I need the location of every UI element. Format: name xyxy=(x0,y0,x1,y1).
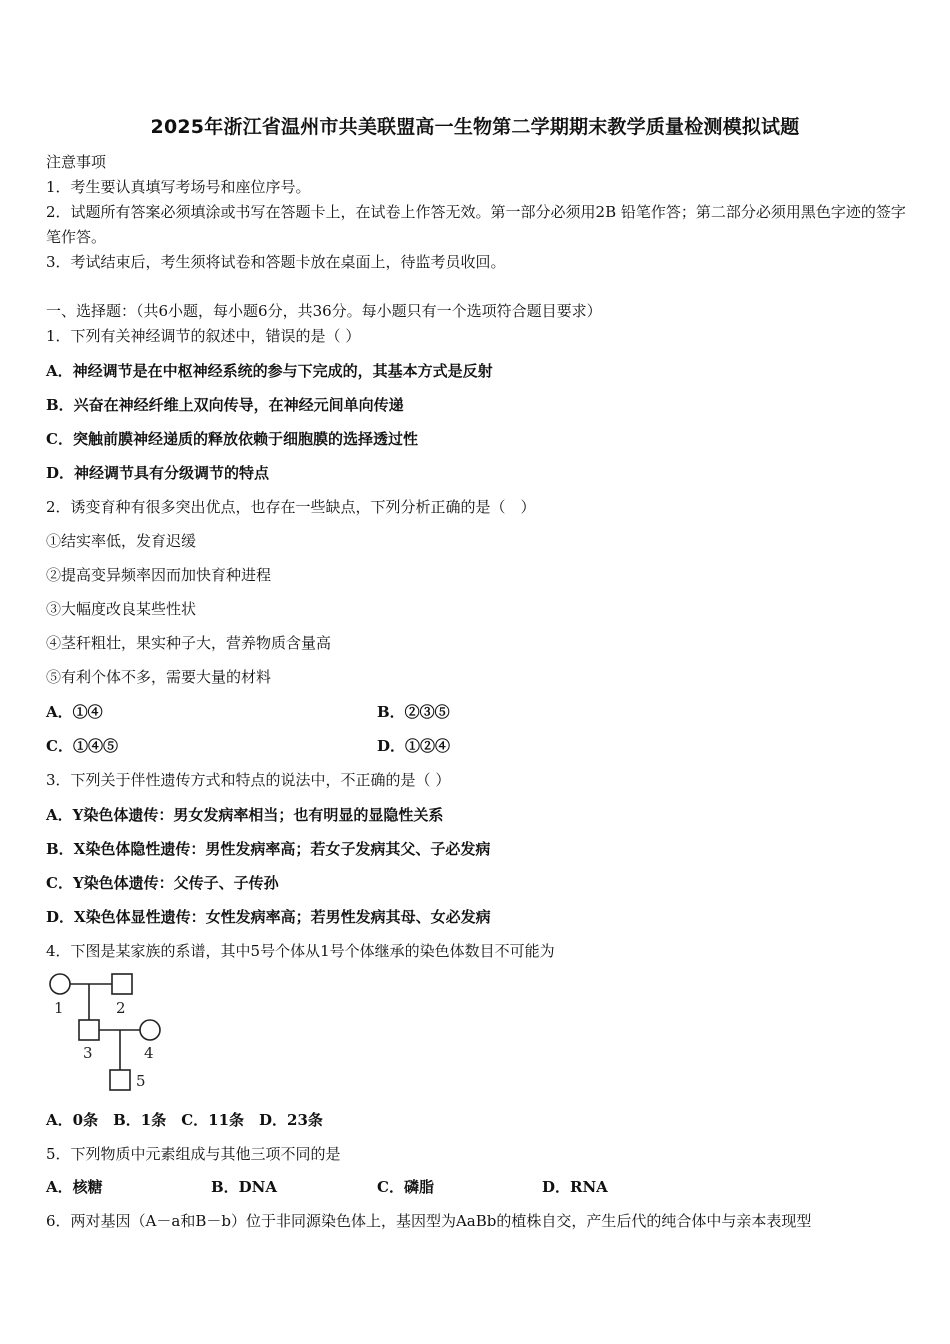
q1-option-d: D．神经调节具有分级调节的特点 xyxy=(46,464,270,482)
q1-option-a: A．神经调节是在中枢神经系统的参与下完成的，其基本方式是反射 xyxy=(46,362,493,380)
pedigree-individual-5 xyxy=(110,1070,130,1090)
pedigree-individual-1 xyxy=(50,974,70,994)
q4-options: A．0条 B．1条 C．11条 D．23条 xyxy=(46,1111,323,1129)
q2-stem: 2．诱变育种有很多突出优点，也存在一些缺点，下列分析正确的是（ ） xyxy=(46,498,536,516)
q6-stem: 6．两对基因（A－a和B－b）位于非同源染色体上，基因型为AaBb的植株自交，产生后代的纯合体中与亲本表现型 xyxy=(46,1212,812,1230)
q2-statement-1: ①结实率低，发育迟缓 xyxy=(46,532,197,550)
q2-option-d: D．①②④ xyxy=(377,737,451,755)
q1-option-b: B．兴奋在神经纤维上双向传导，在神经元间单向传递 xyxy=(46,396,404,414)
q3-option-b: B．X染色体隐性遗传：男性发病率高；若女子发病其父、子必发病 xyxy=(46,840,491,858)
q2-statement-2: ②提高变异频率因而加快育种进程 xyxy=(46,566,272,584)
q4-stem: 4．下图是某家族的系谱，其中5号个体从1号个体继承的染色体数目不可能为 xyxy=(46,942,555,960)
q2-statement-5: ⑤有利个体不多，需要大量的材料 xyxy=(46,668,272,686)
q5-option-c: C．磷脂 xyxy=(377,1178,434,1196)
q1-stem: 1．下列有关神经调节的叙述中，错误的是（ ） xyxy=(46,327,361,345)
notice-item-2: 2．试题所有答案必须填涂或书写在答题卡上，在试卷上作答无效。第一部分必须用2B 铅笔作答；第二部分必须用黑色字迹的签字笔作答。 xyxy=(46,203,906,246)
pedigree-diagram xyxy=(40,968,175,1093)
pedigree-individual-3 xyxy=(79,1020,99,1040)
q5-option-a: A．核糖 xyxy=(46,1178,103,1196)
pedigree-label-4: 4 xyxy=(144,1044,154,1062)
exam-title: 2025年浙江省温州市共美联盟高一生物第二学期期末教学质量检测模拟试题 xyxy=(150,116,800,138)
pedigree-label-5: 5 xyxy=(136,1072,146,1090)
pedigree-label-2: 2 xyxy=(116,999,126,1017)
q5-stem: 5．下列物质中元素组成与其他三项不同的是 xyxy=(46,1145,341,1163)
q3-option-c: C．Y染色体遗传：父传子、子传孙 xyxy=(46,874,279,892)
notice-heading: 注意事项 xyxy=(46,153,107,171)
q3-option-a: A．Y染色体遗传：男女发病率相当；也有明显的显隐性关系 xyxy=(46,806,444,824)
pedigree-individual-2 xyxy=(112,974,132,994)
q2-statement-4: ④茎秆粗壮，果实种子大，营养物质含量高 xyxy=(46,634,332,652)
q2-option-c: C．①④⑤ xyxy=(46,737,118,755)
q1-option-c: C．突触前膜神经递质的释放依赖于细胞膜的选择透过性 xyxy=(46,430,418,448)
pedigree-label-3: 3 xyxy=(83,1044,93,1062)
section-heading: 一、选择题：（共6小题，每小题6分，共36分。每小题只有一个选项符合题目要求） xyxy=(46,302,602,320)
pedigree-individual-4 xyxy=(140,1020,160,1040)
q3-option-d: D．X染色体显性遗传：女性发病率高；若男性发病其母、女必发病 xyxy=(46,908,491,926)
q5-option-d: D．RNA xyxy=(542,1178,608,1196)
q2-option-b: B．②③⑤ xyxy=(377,703,450,721)
q3-stem: 3．下列关于伴性遗传方式和特点的说法中，不正确的是（ ） xyxy=(46,771,451,789)
notice-item-1: 1．考生要认真填写考场号和座位序号。 xyxy=(46,178,311,196)
q2-statement-3: ③大幅度改良某些性状 xyxy=(46,600,197,618)
pedigree-label-1: 1 xyxy=(54,999,64,1017)
notice-item-3: 3．考试结束后，考生须将试卷和答题卡放在桌面上，待监考员收回。 xyxy=(46,253,506,271)
q2-option-a: A．①④ xyxy=(46,703,103,721)
q5-option-b: B．DNA xyxy=(211,1178,278,1196)
